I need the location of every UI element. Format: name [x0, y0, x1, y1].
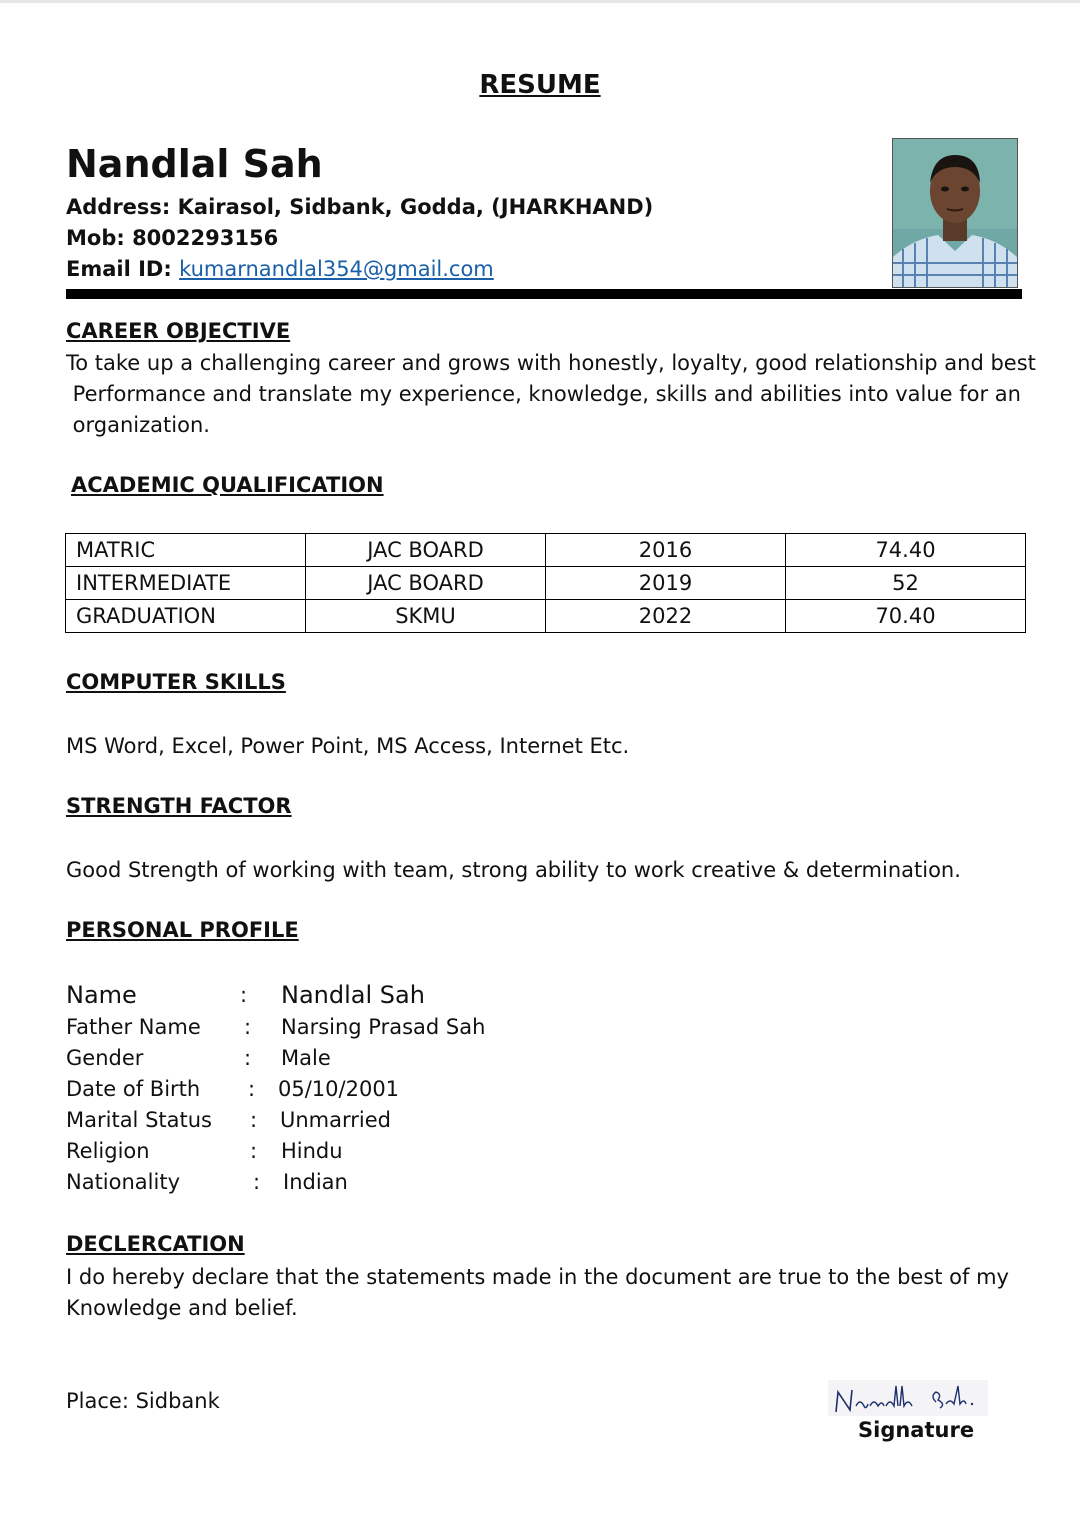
- declaration-line: I do hereby declare that the statements made in the document are true to the best of my: [66, 1265, 1009, 1289]
- career-objective-heading: CAREER OBJECTIVE: [66, 319, 291, 343]
- declaration-heading: DECLERCATION: [66, 1232, 245, 1256]
- profile-value: 05/10/2001: [278, 1077, 400, 1101]
- table-cell: MATRIC: [66, 534, 306, 567]
- personal-profile-heading: PERSONAL PROFILE: [66, 918, 299, 942]
- computer-skills-text: MS Word, Excel, Power Point, MS Access, Internet Etc.: [66, 734, 630, 758]
- strength-heading: STRENGTH FACTOR: [66, 794, 292, 818]
- place-text: Place: Sidbank: [66, 1389, 220, 1413]
- table-cell: 2019: [546, 567, 786, 600]
- academic-table: [65, 533, 1026, 633]
- profile-value: Indian: [283, 1170, 348, 1194]
- document-title: RESUME: [479, 70, 601, 100]
- table-cell: 2022: [546, 600, 786, 633]
- table-cell: JAC BOARD: [306, 534, 546, 567]
- mobile-line: Mob: 8002293156: [66, 226, 279, 250]
- address-line: Address: Kairasol, Sidbank, Godda, (JHARKHAND): [66, 195, 654, 219]
- top-edge-line: [0, 0, 1080, 3]
- strength-text: Good Strength of working with team, strong ability to work creative & determination.: [66, 858, 961, 882]
- profile-colon: :: [244, 1015, 252, 1039]
- email-label: Email ID:: [66, 257, 180, 281]
- career-objective-line: Performance and translate my experience, knowledge, skills and abilities into value for an: [66, 382, 1021, 406]
- table-row: [66, 567, 1026, 600]
- table-cell: GRADUATION: [66, 600, 306, 633]
- profile-label: Name: [66, 981, 137, 1009]
- signature-label: Signature: [858, 1418, 975, 1442]
- profile-colon: :: [250, 1139, 258, 1163]
- profile-colon: :: [253, 1170, 261, 1194]
- computer-skills-heading: COMPUTER SKILLS: [66, 670, 286, 694]
- header-divider: [66, 289, 1022, 299]
- academic-heading: ACADEMIC QUALIFICATION: [71, 473, 384, 497]
- table-row: [66, 600, 1026, 633]
- career-objective-line: To take up a challenging career and grows with honestly, loyalty, good relationship and best: [66, 351, 1036, 375]
- profile-label: Gender: [66, 1046, 144, 1070]
- profile-value: Unmarried: [280, 1108, 391, 1132]
- table-cell: 74.40: [786, 534, 1026, 567]
- table-cell: SKMU: [306, 600, 546, 633]
- profile-label: Marital Status: [66, 1108, 212, 1132]
- email-link[interactable]: kumarnandlal354@gmail.com: [179, 257, 494, 281]
- candidate-name: Nandlal Sah: [66, 142, 323, 186]
- profile-value: Nandlal Sah: [281, 981, 425, 1009]
- profile-colon: :: [250, 1108, 258, 1132]
- email-line: [66, 257, 494, 281]
- career-objective-line: organization.: [66, 413, 210, 437]
- profile-colon: :: [244, 1046, 252, 1070]
- profile-label: Father Name: [66, 1015, 201, 1039]
- profile-value: Narsing Prasad Sah: [281, 1015, 486, 1039]
- profile-colon: :: [248, 1077, 256, 1101]
- table-row: [66, 534, 1026, 567]
- table-cell: INTERMEDIATE: [66, 567, 306, 600]
- profile-colon: :: [240, 983, 248, 1007]
- profile-label: Religion: [66, 1139, 150, 1163]
- profile-label: Date of Birth: [66, 1077, 201, 1101]
- profile-value: Male: [281, 1046, 331, 1070]
- table-cell: JAC BOARD: [306, 567, 546, 600]
- profile-photo: [892, 138, 1018, 288]
- declaration-line: Knowledge and belief.: [66, 1296, 298, 1320]
- profile-label: Nationality: [66, 1170, 181, 1194]
- profile-value: Hindu: [281, 1139, 343, 1163]
- handwritten-signature: [820, 1378, 995, 1418]
- table-cell: 70.40: [786, 600, 1026, 633]
- table-cell: 52: [786, 567, 1026, 600]
- table-cell: 2016: [546, 534, 786, 567]
